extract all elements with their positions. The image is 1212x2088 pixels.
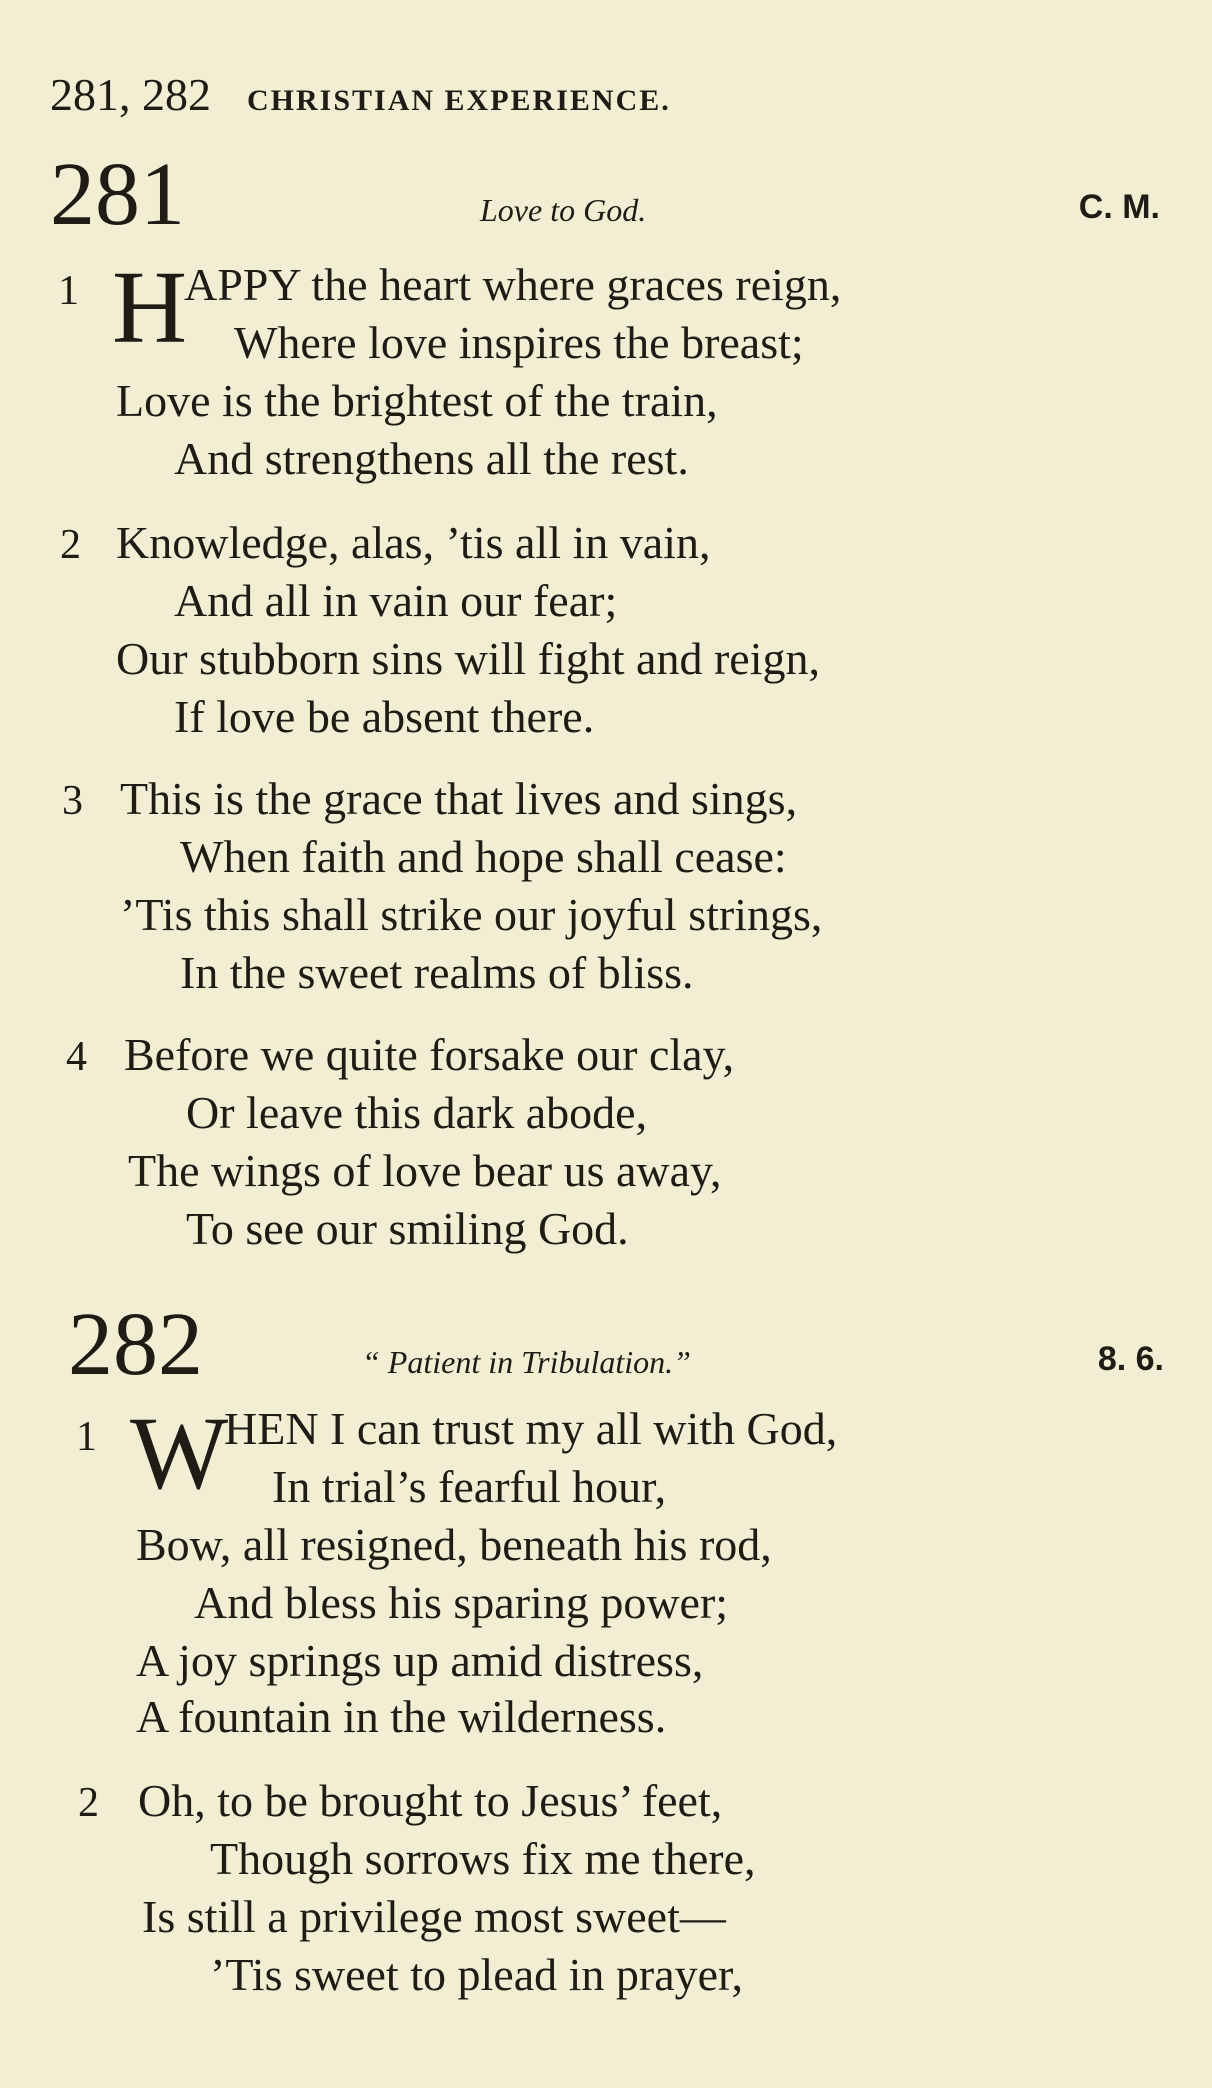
verse-line: This is the grace that lives and sings, [120, 773, 798, 824]
verse-line: A fountain in the wilderness. [136, 1691, 667, 1742]
verse-line: When faith and hope shall cease: [180, 831, 787, 882]
verse-line: HEN I can trust my all with God, [224, 1403, 838, 1454]
hymn-meter: 8. 6. [1097, 1340, 1164, 1378]
verse-line: ’Tis this shall strike our joyful strings, [120, 889, 823, 940]
verse-line: In trial’s fearful hour, [272, 1461, 667, 1512]
verse-line: APPY the heart where graces reign, [184, 259, 842, 310]
verse-line: Our stubborn sins will fight and reign, [116, 633, 820, 684]
verse-number: 2 [78, 1780, 99, 1826]
verse-line: Though sorrows fix me there, [210, 1833, 756, 1884]
verse-line: If love be absent there. [174, 691, 595, 742]
verse-line: Is still a privilege most sweet— [142, 1891, 726, 1942]
drop-cap: H [112, 250, 188, 365]
running-head [50, 68, 671, 128]
section-title: CHRISTIAN EXPERIENCE. [247, 84, 671, 117]
verse-line: Love is the brightest of the train, [116, 375, 718, 426]
hymn-282-verse-1 [50, 1396, 1160, 1764]
verse-number: 3 [62, 778, 83, 824]
hymn-282-header [50, 1295, 1164, 1394]
verse-number: 1 [76, 1414, 97, 1460]
verse-line: And bless his sparing power; [194, 1577, 729, 1628]
verse-line: Or leave this dark abode, [186, 1087, 648, 1138]
verse-line: To see our smiling God. [186, 1203, 629, 1254]
verse-line: Knowledge, alas, ’tis all in vain, [116, 517, 711, 568]
hymn-number: 282 [68, 1295, 203, 1394]
verse-line: And all in vain our fear; [174, 575, 618, 626]
hymn-title: Love to God. [480, 192, 647, 228]
verse-number: 4 [66, 1034, 87, 1080]
verse-line: In the sweet realms of bliss. [180, 947, 694, 998]
verse-line: The wings of love bear us away, [128, 1145, 722, 1196]
verse-line: And strengthens all the rest. [174, 433, 689, 484]
hymn-282-verse-2 [50, 1775, 1160, 2018]
hymn-281-verse-4 [50, 1029, 1160, 1262]
page-numbers: 281, 282 [50, 69, 211, 120]
drop-cap: W [130, 1396, 229, 1511]
hymn-281-verse-1 [50, 250, 1160, 492]
hymn-meter: C. M. [1078, 188, 1160, 226]
verse-line: Bow, all resigned, beneath his rod, [136, 1519, 772, 1570]
hymn-number: 281 [50, 145, 185, 244]
hymn-281-verse-3 [50, 773, 1160, 1006]
verse-line: Where love inspires the breast; [234, 317, 804, 368]
verse-line: Oh, to be brought to Jesus’ feet, [138, 1775, 723, 1826]
verse-line: Before we quite forsake our clay, [124, 1029, 735, 1080]
hymn-281-header [50, 145, 1160, 244]
verse-line: ’Tis sweet to plead in prayer, [210, 1949, 744, 2000]
verse-number: 2 [60, 522, 81, 568]
hymn-281-verse-2 [50, 517, 1160, 750]
hymn-title: “ Patient in Tribulation.” [362, 1344, 691, 1380]
verse-number: 1 [58, 268, 79, 314]
verse-line: A joy springs up amid distress, [136, 1635, 704, 1686]
